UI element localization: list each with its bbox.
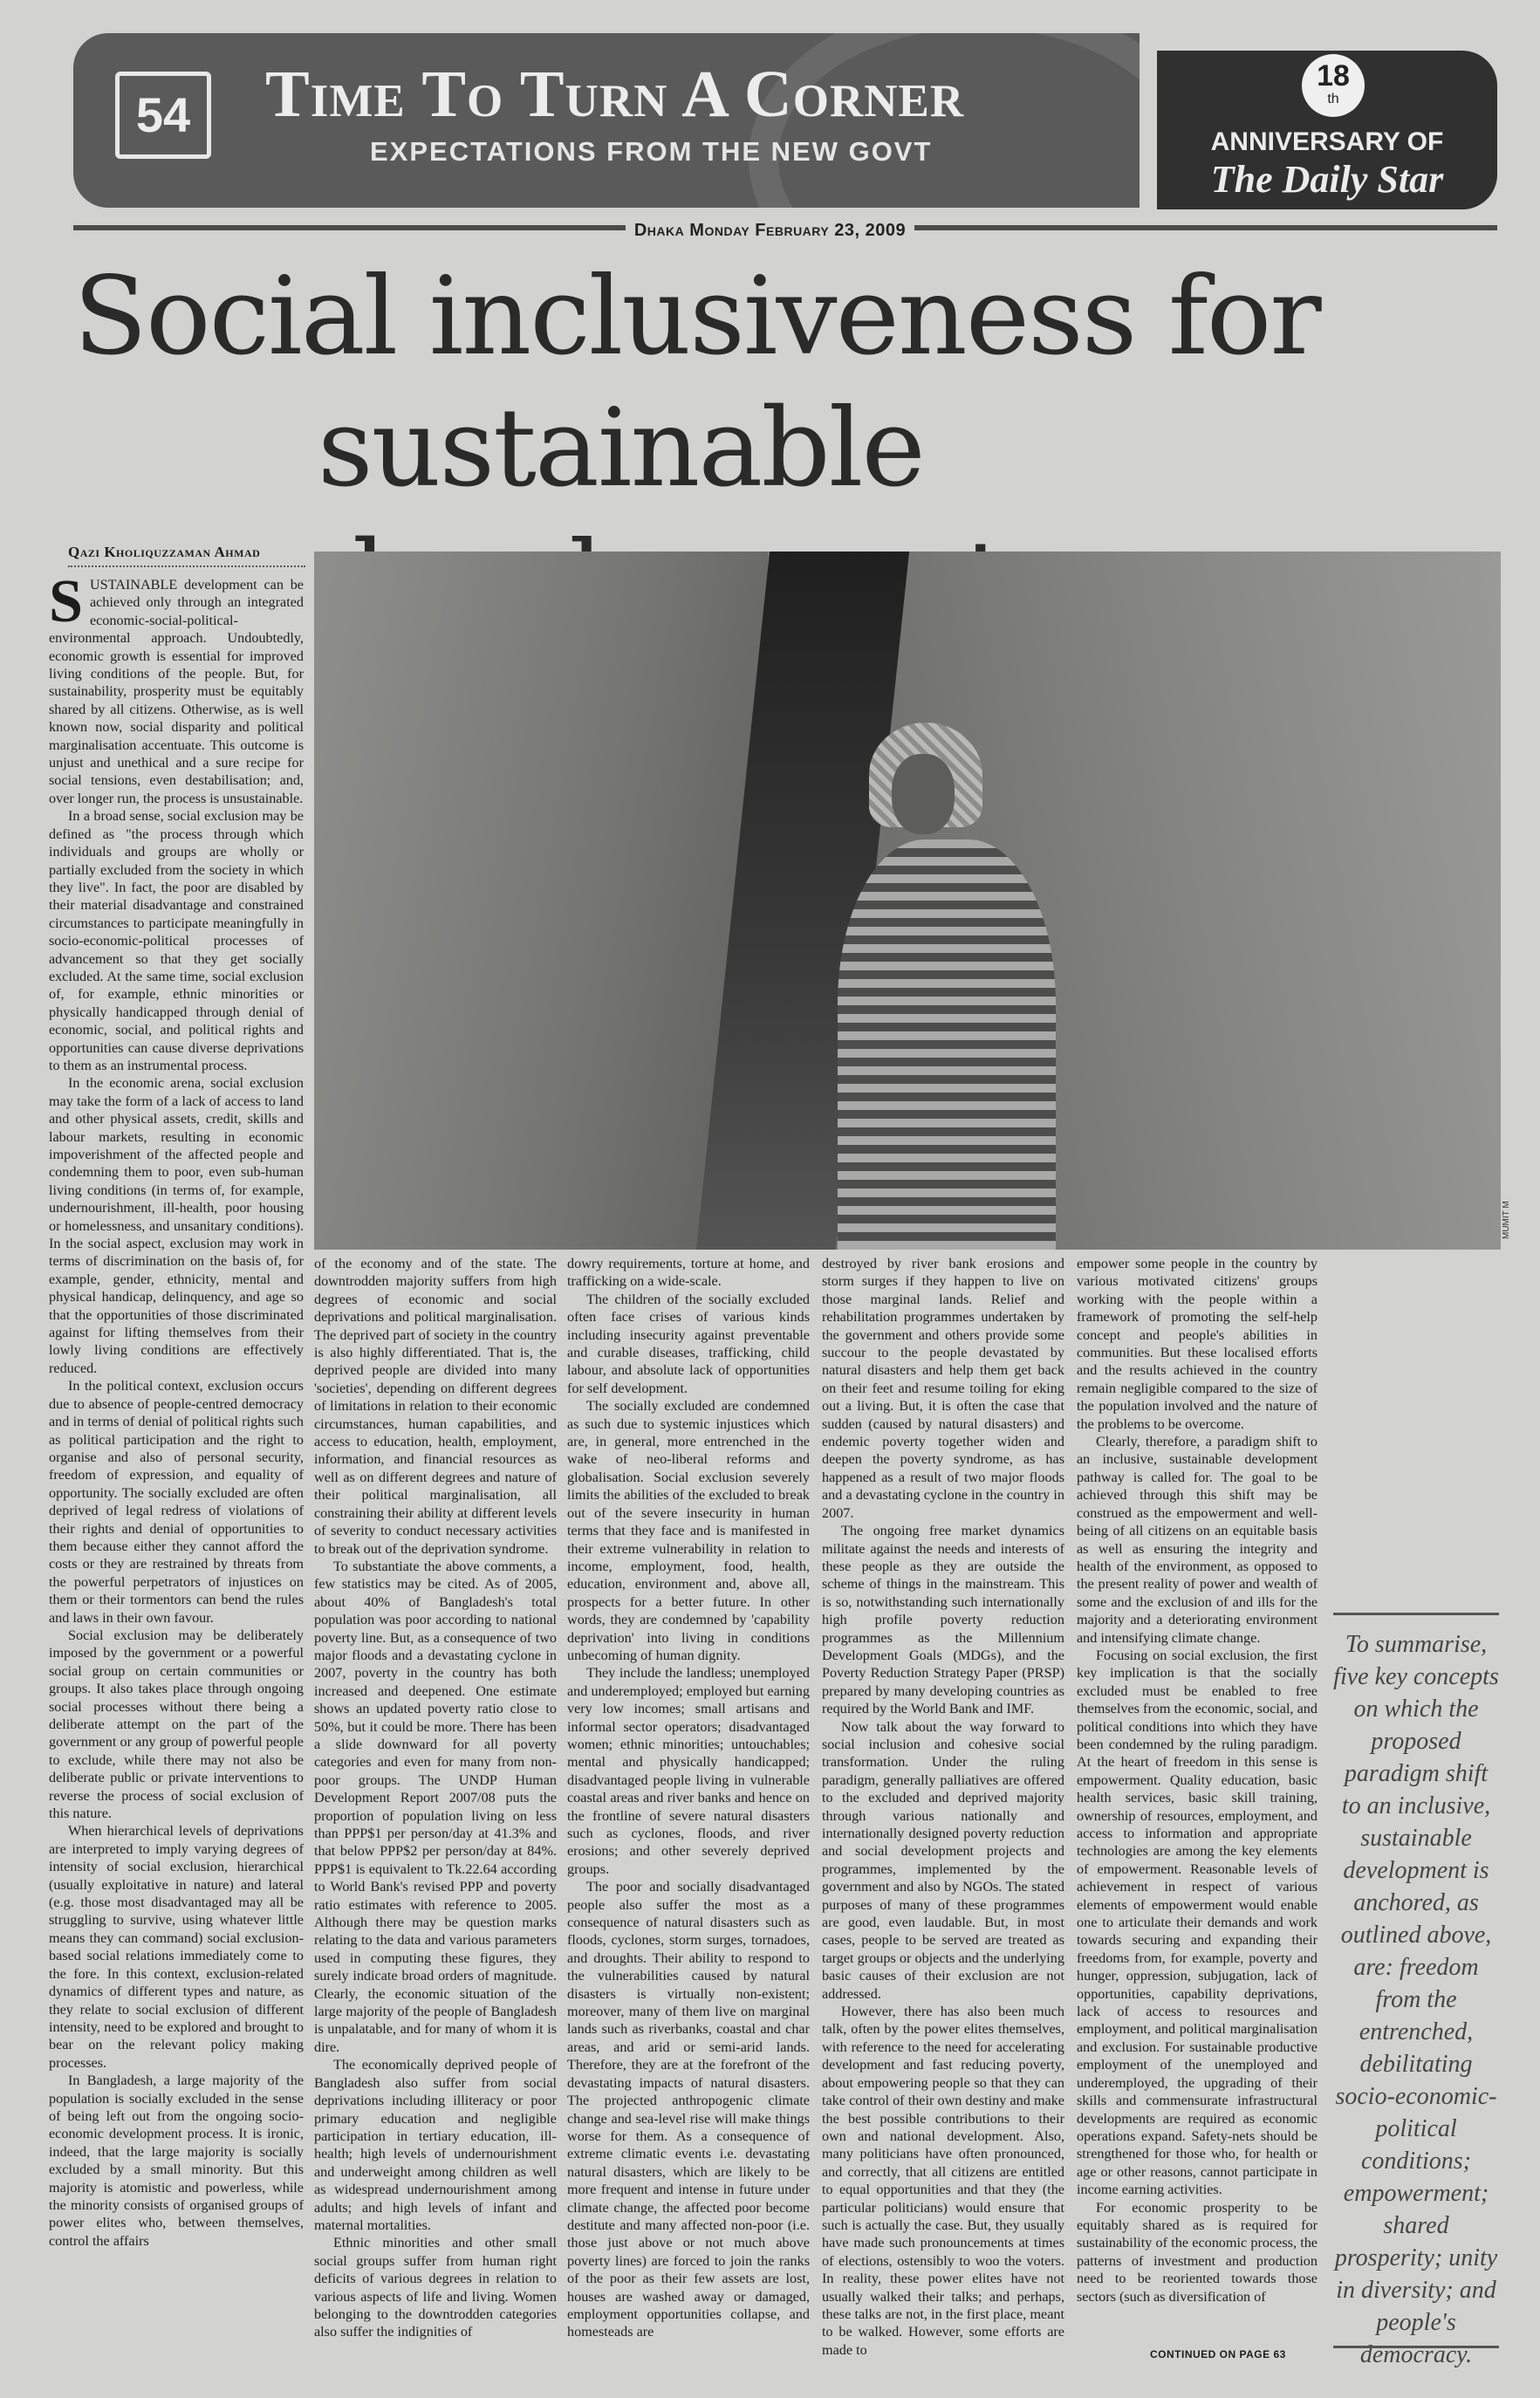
article-column-5 [1077, 1255, 1318, 2346]
anniversary-number-circle [1302, 54, 1365, 117]
paragraph: In the economic arena, social exclusion may take the form of a lack of access to land and other physical assets, credit, skills and labour markets, resulting in economic impoverishment of the affected people and condemning them to poor, even sub-human living conditions (in terms of, for example, undernourishment, ill-health, poor housing or homelessness, and unsanitary conditions). In the social aspect, exclusion may work in terms of discrimination on the basis of, for example, gender, ethnicity, mental and physical handicap, delinquency, and age so that the opportunities of those discriminated against for lifting themselves from their lowly living conditions are effectively reduced. [49, 1075, 304, 1376]
paragraph: destroyed by river bank erosions and storm surges if they happen to live on those marginal lands. Relief and rehabilitation programmes undertaken by the government and others provide some succour to the people devastated by natural disasters and help them get back on their feet and resume toiling for eking out a living. But, it is often the case that sudden (caused by natural disasters) and endemic poverty together widen and deepen the poverty syndrome, as has happened as a result of two major floods and a devastating cyclone in the country in 2007. [822, 1256, 1064, 1521]
pullquote: To summarise, five key concepts on which the proposed paradigm shift to an inclusive, sustainable development is anchored, as outlined above, are: freedom from the entrenched, debilitating socio-economic-political conditions; empowerment; shared prosperity; unity in diversity; and people's democracy. [1333, 1631, 1499, 2368]
photo-man-face [892, 754, 955, 834]
anniversary-badge [1157, 51, 1497, 209]
paragraph: In a broad sense, social exclusion may be defined as "the process through which individuals and groups are wholly or partially excluded from the society in which they live". In fact, the poor are disabled by their material disadvantage and constrained circumstances to participate meaningfully in socio-economic-political processes of advancement so that they get socially excluded. At the same time, social exclusion of, for example, ethnic minorities or physically handicapped through denial of economic, social, and political rights and opportunities can cause diverse deprivations to them as an instrumental process. [49, 808, 304, 1073]
paragraph: The ongoing free market dynamics militate against the needs and interests of these people as they are outside the scheme of things in the mainstream. This is so, notwithstanding such internationally high profile poverty reduction programmes as the Millennium Development Goals (MDGs), and the Poverty Reduction Strategy Paper (PRSP) prepared by many developing countries as required by the World Bank and IMF. [822, 1523, 1064, 1717]
drop-cap: S [49, 576, 83, 635]
section-banner [73, 33, 1140, 208]
article-column-2 [314, 1255, 557, 2365]
photo-credit: MUMIT M [1502, 1201, 1511, 1239]
paragraph: The socially excluded are condemned as such due to systemic injustices which are, in general, more entrenched in the wake of neo-liberal reforms and globalisation. Social exclusion severely limits the abilities of the excluded to break out of the severe insecurity in human terms that they face and is manifested in their extreme vulnerability in relation to income, employment, food, health, education, environment and, above all, prospects for a better future. In other words, they are condemned by 'capability deprivation' into living in conditions unbecoming of human dignity. [567, 1398, 810, 1663]
paragraph: The economically deprived people of Bangladesh also suffer from social deprivations including illiteracy or poor primary education and negligible participation in tertiary education, ill-health; high levels of undernourishment and underweight among children as well as widespread undernourishment among adults; and high levels of infant and maternal mortalities. [314, 2057, 557, 2233]
photo-man-body [838, 839, 1056, 1250]
paragraph: In Bangladesh, a large majority of the population is socially excluded in the sense of being left out from the ongoing socio-economic development process. It is ironic, indeed, that the large majority is socially excluded by a small minority. But this majority is atomistic and powerless, while the minority consists of organised groups of power elites who, between themselves, control the affairs [49, 2073, 304, 2249]
article-column-1 [49, 576, 304, 2374]
continued-on-page-link[interactable]: CONTINUED ON PAGE 63 [1150, 2348, 1286, 2360]
anniversary-label: ANNIVERSARY OF [1210, 127, 1444, 156]
dateline [0, 221, 1540, 243]
paragraph: In the political context, exclusion occurs due to absence of people-centred democracy and in terms of denial of political rights such as political participation and the right to organise and also of personal security, freedom of expression, and equality of opportunity. The socially excluded are often deprived of legal redress of violations of their rights and denial of opportunities to them because either they cannot afford the costs or they are restrained by threats from the powerful perpetrators of injustices on them or their tormentors can bend the rules and laws in their own favour. [49, 1378, 304, 1626]
paragraph: dowry requirements, torture at home, and trafficking on a wide-scale. [567, 1256, 810, 1290]
paragraph [49, 576, 304, 807]
headline-line-2: sustainable [318, 386, 924, 512]
paragraph: of the economy and of the state. The downtrodden majority suffers from high degrees of economic and social deprivations and political marginalisation. The deprived part of society in the country is also highly differentiated. That is, the deprived people are divided into many 'societies', depending on different degrees of limitations in relation to their economic circumstances, human capabilities, and access to education, health, employment, information, and financial resources as well as on different degrees and nature of their political marginalisation, all constraining their ability at different levels of severity to conduct necessary activities to break out of the deprivation syndrome. [314, 1256, 557, 1557]
masthead-logo: The Daily Star [1210, 158, 1444, 201]
byline: Qazi Kholiquzzaman Ahmad [68, 544, 261, 560]
article-column-3 [567, 1255, 810, 2365]
article-column-4 [822, 1255, 1064, 2365]
paragraph-text: USTAINABLE development can be achieved only through an integrated economic-social-political-environmental approach. Undoubtedly, economic growth is essential for improved living conditions of the people. But, for sustainability, prosperity must be equitably shared by all citizens. Otherwise, as is well known now, social disparity and political marginalisation accentuate. This outcome is unjust and unethical and a sure recipe for social tensions, even destabilisation; and, over longer run, the process is unsustainable. [49, 577, 304, 806]
banner-subtitle: EXPECTATIONS FROM THE NEW GOVT [370, 136, 933, 167]
paragraph: To substantiate the above comments, a few statistics may be cited. As of 2005, about 40% of Bangladesh's total population was poor according to national poverty line. But, as a consequence of two major floods and a devastating cyclone in 2007, poverty in the country has both increased and deepened. One estimate shows an updated poverty ratio close to 50%, but it could be more. There has been a slide downward for all poverty categories and even for many from non-poor groups. The UNDP Human Development Report 2007/08 puts the proportion of population living on less than PPP$1 per person/day at 41.3% and that below PPP$2 per person/day at 84%. PPP$1 is equivalent to Tk.22.64 according to World Bank's revised PPP and poverty ratio estimates with reference to 2005. Although there may be question marks relating to the data and various parameters used in computing these figures, they surely indicate broad orders of magnitude. Clearly, the economic situation of the large majority of the people of Bangladesh is unpalatable, and for many of whom it is dire. [314, 1558, 557, 2055]
paragraph: When hierarchical levels of deprivations are interpreted to imply varying degrees of intensity of social exclusion, hierarchical (usually exploitative in nature) and lateral (e.g. those most disadvantaged may all be struggling to survive, using whatever little means they can command) social exclusion-based social relations immediately come to the fore. In this context, exclusion-related dynamics of different types and nature, as they relate to social exclusion of different intensity, need to be explored and brought to bear on the relevant policy making processes. [49, 1823, 304, 2071]
paragraph: Social exclusion may be deliberately imposed by the government or a powerful social group on certain communities or groups. It also takes place through ongoing social processes without there being a deliberate attempt on the part of the government or any group of powerful people to exclude, while there may not also be deliberate public or private interventions to reverse the process of social exclusion of this nature. [49, 1627, 304, 1822]
paragraph: The poor and socially disadvantaged people also suffer the most as a consequence of natural disasters such as floods, cyclones, storm surges, tornadoes, and droughts. Their ability to respond to the vulnerabilities caused by natural disasters is virtually non-existent; moreover, many of them live on marginal lands such as riverbanks, coastal and char areas, and arid or semi-arid lands. Therefore, they are at the forefront of the devastating impacts of natural disasters. The projected anthropogenic climate change and sea-level rise will make things worse for them. As a consequence of extreme climatic events i.e. devastating natural disasters, which are likely to be more frequent and intense in future under climate change, the affected poor become destitute and many affected non-poor (i.e. those just above or not much above poverty lines) are forced to join the ranks of the poor as their few assets are lost, houses are washed away or damaged, employment opportunities collapse, and homesteads are [567, 1879, 810, 2340]
paragraph: However, there has also been much talk, often by the power elites themselves, with reference to the need for accelerating development and fast reducing poverty, about empowering people so that they can take control of their own destiny and make the best possible contributions to their own and national development. Also, many politicians have often pronounced, and correctly, that all citizens are entitled to equal opportunities and that they (the particular politicians) would ensure that such is actually the case. But, they usually have made such pronouncements at times of elections, ostensibly to woo the voters. In reality, these power elites have not usually walked their talks; and perhaps, these talks are not, in the first place, meant to be walked. However, some efforts are made to [822, 2004, 1064, 2358]
page-number-box: 54 [115, 72, 211, 159]
paragraph: Ethnic minorities and other small social groups suffer from human right deficits of various degrees in relation to various aspects of life and living. Women belonging to the downtrodden categories also suffer the indignities of [314, 2235, 557, 2340]
paragraph: They include the landless; unemployed and underemployed; employed but earning very low incomes; small artisans and informal sector operators; disadvantaged women; ethnic minorities; untouchables; mental and physically handicapped; disadvantaged people living in vulnerable coastal areas and river banks and hence on the frontline of severe natural disasters such as cyclones, floods, and river erosions; and other severely deprived groups. [567, 1665, 810, 1877]
paragraph: empower some people in the country by various motivated citizens' groups working with the people within a framework of promoting the self-help concept and people's abilities in communities. But these localised efforts and the results achieved in the country remain negligible compared to the size of the population involved and the nature of the problems to be overcome. [1077, 1256, 1318, 1432]
anniversary-number: 18 [1317, 59, 1350, 92]
article-photo [314, 552, 1501, 1250]
paragraph: Now talk about the way forward to social inclusion and cohesive social transformation. Under the ruling paradigm, generally palliatives are offered to the excluded and deprived majority through various nationally and internationally designed poverty reduction and social development projects and programmes, implemented by the government and also by NGOs. The stated purposes of many of these programmes are good, even laudable. But, in most cases, people to be served are treated as target groups or objects and the underlying basic causes of their exclusion are not addressed. [822, 1718, 1064, 2002]
banner-title: Time To Turn A Corner [265, 58, 965, 131]
anniversary-suffix: th [1327, 92, 1339, 106]
paragraph: For economic prosperity to be equitably shared as is required for sustainability of the economic process, the patterns of investment and production need to be reoriented towards those sectors (such as diversification of [1077, 2199, 1318, 2305]
paragraph: Clearly, therefore, a paradigm shift to an inclusive, sustainable development pathway is called for. The goal to be achieved through this shift may be construed as the empowerment and well-being of all citizens on an equitable basis as well as ensuring the integrity and health of the environment, as opposed to the present reality of power and wealth of some and the exclusion of and ills for the majority and a deteriorating environment and intensifying climate change. [1077, 1434, 1318, 1646]
paragraph: The children of the socially excluded often face crises of various kinds including insecurity against preventable and curable diseases, trafficking, child labour, and absolute lack of opportunities for self development. [567, 1291, 810, 1396]
dateline-text: Dhaka Monday February 23, 2009 [626, 221, 914, 240]
byline-divider [68, 565, 305, 567]
photo-left-wall [314, 552, 768, 1250]
pullquote-top-rule [1333, 1613, 1499, 1615]
pullquote-bottom-rule [1333, 2346, 1499, 2348]
headline-line-1: Social inclusiveness for [73, 254, 1320, 380]
paragraph: Focusing on social exclusion, the first key implication is that the socially excluded must be enabled to free themselves from the economic, social, and political conditions into which they have been condemned by the ruling paradigm. At the heart of freedom in this sense is empowerment. Quality education, basic health services, basic skill training, ownership of resources, employment, and access to information and appropriate technologies are among the key elements of empowerment. Reasonable levels of achievement in respect of various elements of empowerment would enable one to articulate their demands and work towards securing and expanding their freedoms from, for example, poverty and hunger, oppression, subjugation, lack of opportunities, capability deprivations, lack of access to resources and employment, and political marginalisation and exclusion. For sustainable productive employment of the unemployed and underemployed, the upgrading of their skills and commensurate infrastructural developments are required as economic operations expand. Safety-nets should be strengthened for those who, for health or age or other reasons, cannot participate in income earning activities. [1077, 1647, 1318, 2198]
